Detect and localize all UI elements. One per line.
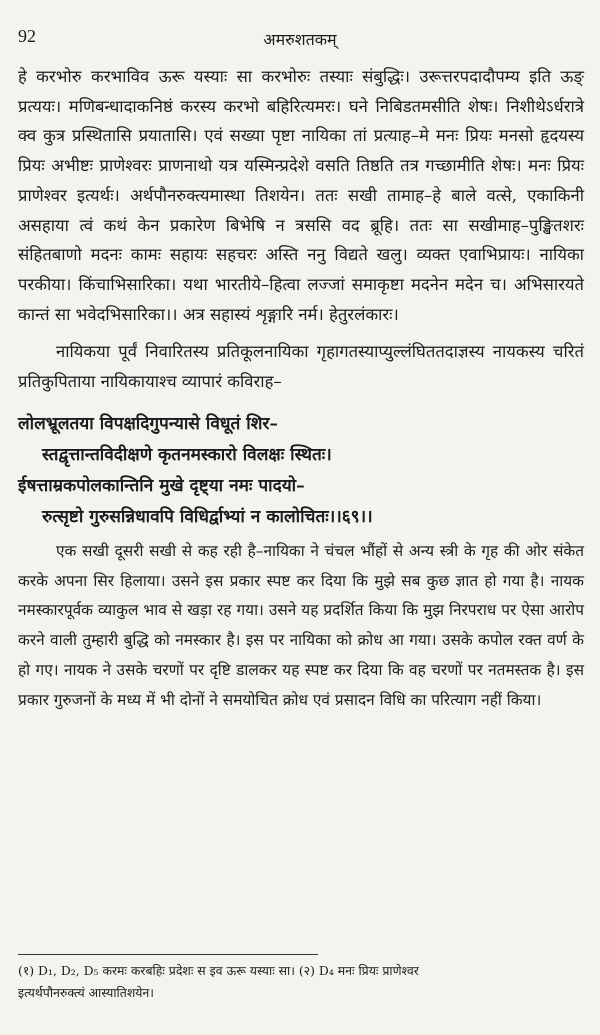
running-title: अमरुशतकम् bbox=[263, 30, 337, 49]
page-body bbox=[18, 62, 584, 716]
footnote-line: (१) D₁, D₂, D₅ करमः करबहिः प्रदेशः स इव ऊरू यस्याः सा। (२) D₄ मनः प्रियः प्राणेश्वर bbox=[18, 963, 419, 978]
page-header bbox=[0, 0, 600, 50]
verse-line: ईषत्ताम्रकपोलकान्तिनि मुखे दृष्ट्या नमः पादयो– bbox=[18, 475, 305, 496]
verse-block bbox=[18, 409, 584, 533]
footnotes bbox=[18, 960, 584, 1004]
verse-line: लोलभ्रूलतया विपक्षदिगुपन्यासे विधूतं शिर– bbox=[18, 413, 279, 434]
verse-line: स्तद्वृत्तान्तविदीक्षणे कृतनमस्कारो विलक्षः स्थितः। bbox=[42, 444, 332, 465]
footnote-line: इत्यर्थपौनरुक्त्यं आस्यातिशयेन। bbox=[18, 985, 155, 1000]
verse-line: रुत्सृष्टो गुरुसन्निधावपि विधिर्द्वाभ्यां न कालोचितः।।६९।। bbox=[42, 506, 373, 527]
page-number: 92 bbox=[18, 26, 36, 46]
hindi-translation: एक सखी दूसरी सखी से कह रही है–नायिका ने चंचल भौंहों से अन्य स्त्री के गृह की ओर संकेत करके अपना सिर हिलाया। उसने इस प्रकार स्पष्ट कर दिया कि मुझे सब कुछ ज्ञात हो गया है। नायक नमस्कारपूर्वक व्याकुल भाव से खड़ा रह गया। उसने यह प्रदर्शित किया कि मुझ निरपराध पर ऐसा आरोप करने वाली तुम्हारी बुद्धि को नमस्कार है। इस पर नायिका को क्रोध आ गया। उसके कपोल रक्त वर्ण के हो गए। नायक ने उसके चरणों पर दृष्टि डालकर यह स्पष्ट कर दिया कि वह चरणों पर नतमस्तक है। इस प्रकार गुरुजनों के मध्य में भी दोनों ने समयोचित क्रोध एवं प्रसादन विधि का परित्याग नहीं किया। bbox=[18, 541, 584, 709]
footnote-divider bbox=[18, 954, 318, 955]
introduction-paragraph: नायिकया पूर्वं निवारितस्य प्रतिकूलनायिका गृहागतस्याप्युल्लंघिततदाज्ञस्य नायकस्य चरितं प्रतिकुपिताया नायिकायाश्च व्यापारं कविराह– bbox=[18, 342, 584, 392]
commentary-paragraph: हे करभोरु करभाविव ऊरू यस्याः सा करभोरुः तस्याः संबुद्धिः। उरूत्तरपदादौपम्य इति ऊङ् प्रत्ययः। मणिबन्धादाकनिष्ठं करस्य करभो बहिरित्यमरः। घने निबिडतमसीति शेषः। निशीथेऽर्धरात्रे क्व कुत्र प्रस्थितासि प्रयातासि। एवं सख्या पृष्टा नायिका तां प्रत्याह–मे मनः प्रियः मनसो हृदयस्य प्रियः अभीष्टः प्राणेश्वरः प्राणनाथो यत्र यस्मिन्प्रदेशे वसति तिष्ठति तत्र गच्छामीति शेषः। मनः प्रियः प्राणेश्वर इत्यर्थः। अर्थपौनरुक्त्यमास्था तिशयेन। ततः सखी तामाह–हे बाले वत्से, एकाकिनी असहाया त्वं कथं केन प्रकारेण बिभेषि न त्रससि वद ब्रूहि। ततः सा सखीमाह–पुङ्खितशरः संहितबाणो मदनः कामः सहायः सहचरः अस्ति ननु विद्यते खलु। व्यक्त एवाभिप्रायः। नायिका परकीया। किंचाभिसारिका। यथा भारतीये–हित्वा लज्जां समाकृष्टा मदनेन मदेन च। अभिसारयते कान्तं सा भवेदभिसारिका।। अत्र सहास्यं शृङ्गारि नर्म। हेतुरलंकारः। bbox=[18, 67, 584, 324]
